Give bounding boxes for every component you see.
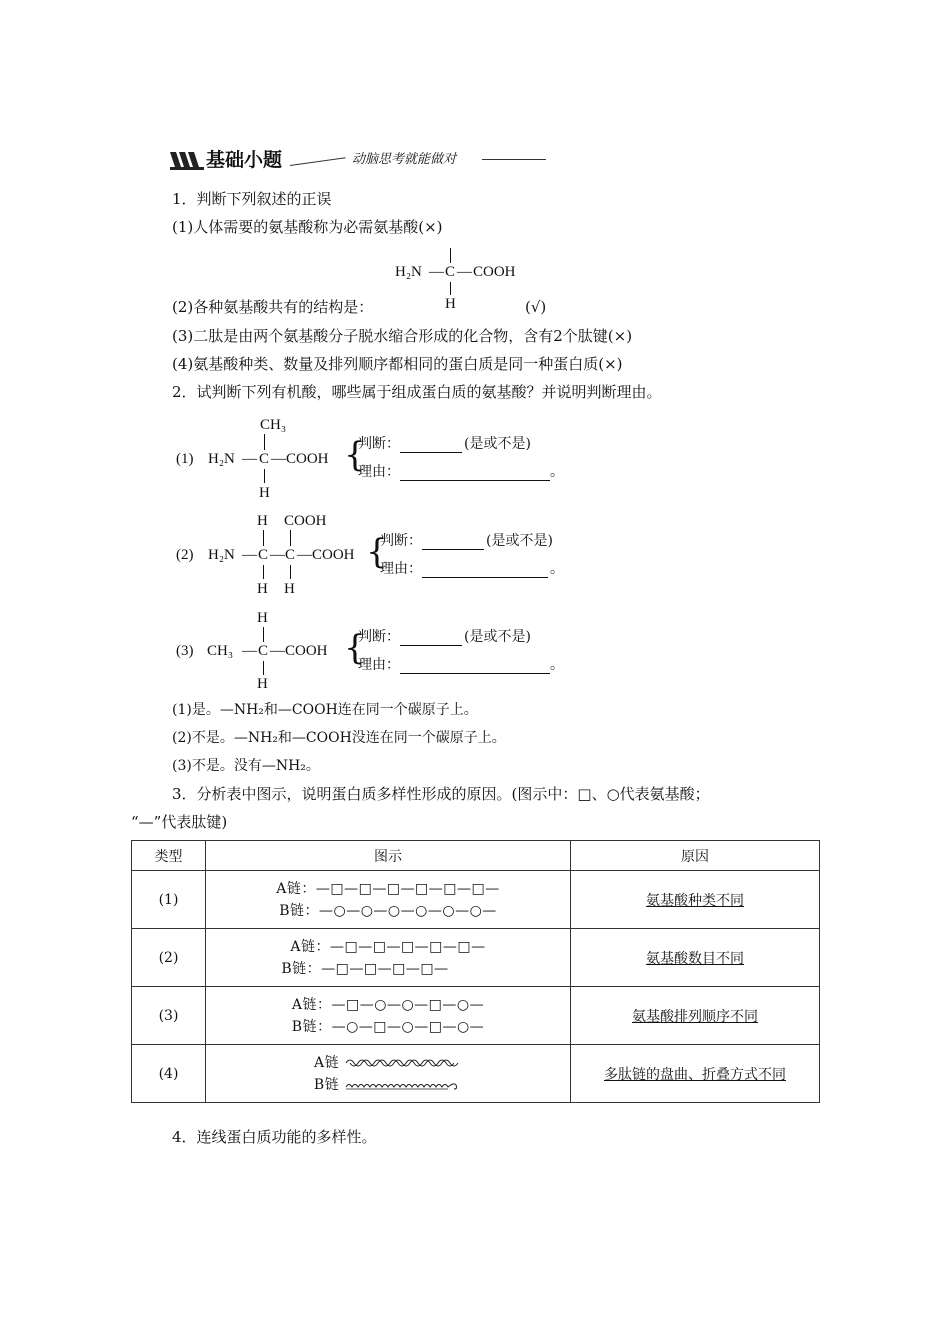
section-title: 基础小题	[206, 149, 283, 171]
structure-1-right: COOH	[286, 451, 329, 467]
reason-period-3: 。	[550, 657, 564, 673]
q2-answer-3: (3)不是。没有—NH₂。	[172, 758, 320, 774]
header-rule-left	[290, 157, 346, 166]
reason-period-2: 。	[550, 561, 564, 577]
section-header	[170, 148, 550, 172]
q2-structure-1: (1) CH₃ H₂N — C — COOH H	[176, 417, 329, 501]
q1-item-1: (1)人体需要的氨基酸称为必需氨基酸(×)	[172, 218, 443, 236]
q3-stem-line-1: 3．分析表中图示，说明蛋白质多样性形成的原因。(图示中：□、○代表氨基酸；	[172, 785, 710, 803]
formula-center: C	[445, 264, 456, 280]
reason-blank-3[interactable]	[400, 659, 550, 674]
row-1-reason: 氨基酸种类不同	[646, 892, 744, 909]
reason-label-3: 理由：	[358, 657, 400, 673]
q2-answer-box-3: { 判断： (是或不是) 理由： 。	[344, 628, 564, 673]
q2-answer-box-1: { 判断： (是或不是) 理由： 。	[344, 435, 564, 480]
structure-1-bottom: H	[259, 485, 270, 501]
row-2-reason: 氨基酸数目不同	[646, 950, 744, 967]
q2-answer-box-2: { 判断： (是或不是) 理由： 。	[366, 532, 564, 577]
row-1-chain-a: A链：—□—□—□—□—□—□—	[276, 880, 500, 897]
structure-1-top: CH₃	[260, 417, 287, 433]
structure-2-num: (2)	[176, 547, 194, 563]
q2-structure-2: (2) H COOH H₂N — C — C — COOH H H	[176, 513, 355, 597]
stripes-icon	[170, 152, 204, 170]
q2-answer-2: (2)不是。—NH₂和—COOH没连在同一个碳原子上。	[172, 730, 506, 746]
structure-2-bottom1: H	[257, 581, 268, 597]
q2-stem: 2．试判断下列有机酸，哪些属于组成蛋白质的氨基酸？并说明判断理由。	[172, 383, 662, 401]
row-3-reason: 氨基酸排列顺序不同	[632, 1008, 758, 1025]
table-header-diagram: 图示	[206, 841, 571, 871]
reason-blank-2[interactable]	[422, 563, 548, 578]
table-row	[132, 987, 820, 1045]
table-row	[132, 929, 820, 987]
section-subtitle: 动脑思考就能做对	[352, 152, 457, 167]
q1-stem: 1．判断下列叙述的正误	[172, 190, 332, 208]
reason-label-1: 理由：	[358, 464, 400, 480]
judge-blank-2[interactable]	[422, 535, 484, 550]
structure-3-right: COOH	[285, 643, 328, 659]
table-header-type: 类型	[132, 841, 206, 871]
q2-answer-1: (1)是。—NH₂和—COOH连在同一个碳原子上。	[172, 702, 478, 718]
formula-right: COOH	[473, 264, 516, 280]
row-1-chain-b: B链：—○—○—○—○—○—○—	[279, 902, 497, 919]
formula-left: H₂N	[395, 264, 422, 280]
amino-acid-general-formula: H₂N — C — COOH H	[395, 248, 535, 316]
table-row	[132, 871, 820, 929]
structure-1-left: H₂N	[208, 451, 235, 467]
q4-stem: 4．连线蛋白质功能的多样性。	[172, 1128, 377, 1146]
row-2-chain-a: A链：—□—□—□—□—□—	[290, 938, 486, 955]
structure-3-num: (3)	[176, 643, 194, 659]
row-2-chain-b: B链：—□—□—□—□—	[281, 960, 449, 977]
judge-hint-3: (是或不是)	[464, 629, 531, 645]
structure-3-top: H	[257, 610, 268, 626]
row-4-chain-a-label: A链	[313, 1054, 340, 1071]
structure-2-top2: COOH	[284, 513, 327, 529]
q1-item-2-mark: (√)	[525, 298, 547, 316]
row-4-chain-b-label: B链	[313, 1076, 340, 1093]
structure-3-left: CH₃	[207, 643, 234, 659]
header-rule-right	[482, 159, 546, 160]
structure-1-num: (1)	[176, 451, 194, 467]
table-header-reason: 原因	[571, 841, 820, 871]
row-1-diagram	[206, 871, 571, 929]
diversity-table	[131, 840, 820, 1103]
q1-item-4: (4)氨基酸种类、数量及排列顺序都相同的蛋白质是同一种蛋白质(×)	[172, 355, 623, 373]
row-1-type: (1)	[132, 871, 206, 929]
structure-2-bottom2: H	[284, 581, 295, 597]
q3-stem-line-2: “—”代表肽键)	[131, 813, 228, 831]
row-4-diagram	[206, 1045, 571, 1103]
judge-blank-3[interactable]	[400, 631, 462, 646]
judge-hint-1: (是或不是)	[464, 436, 531, 452]
structure-2-right: COOH	[312, 547, 355, 563]
row-3-diagram	[206, 987, 571, 1045]
formula-bottom: H	[445, 296, 456, 312]
folded-chain-icon	[344, 1057, 462, 1069]
q1-item-2: (2)各种氨基酸共有的结构是：	[172, 298, 374, 316]
reason-label-2: 理由：	[380, 561, 422, 577]
row-3-chain-b: B链：—○—□—○—□—○—	[291, 1018, 485, 1035]
structure-3-bottom: H	[257, 676, 268, 692]
row-2-type: (2)	[132, 929, 206, 987]
judge-label-2: 判断：	[380, 533, 422, 549]
q2-structure-3: (3) H CH₃ — C — COOH H	[176, 610, 328, 692]
judge-hint-2: (是或不是)	[486, 533, 553, 549]
row-3-type: (3)	[132, 987, 206, 1045]
structure-2-left: H₂N	[208, 547, 235, 563]
row-3-chain-a: A链：—□—○—○—□—○—	[291, 996, 485, 1013]
judge-label-1: 判断：	[358, 436, 400, 452]
table-row	[132, 1045, 820, 1103]
reason-period-1: 。	[550, 464, 564, 480]
q1-item-3: (3)二肽是由两个氨基酸分子脱水缩合形成的化合物，含有2个肽键(×)	[172, 327, 633, 345]
structure-2-top1: H	[257, 513, 268, 529]
judge-label-3: 判断：	[358, 629, 400, 645]
row-4-reason: 多肽链的盘曲、折叠方式不同	[604, 1066, 786, 1083]
coiled-chain-icon	[344, 1079, 462, 1091]
row-4-type: (4)	[132, 1045, 206, 1103]
reason-blank-1[interactable]	[400, 466, 550, 481]
judge-blank-1[interactable]	[400, 438, 462, 453]
row-2-diagram	[206, 929, 571, 987]
